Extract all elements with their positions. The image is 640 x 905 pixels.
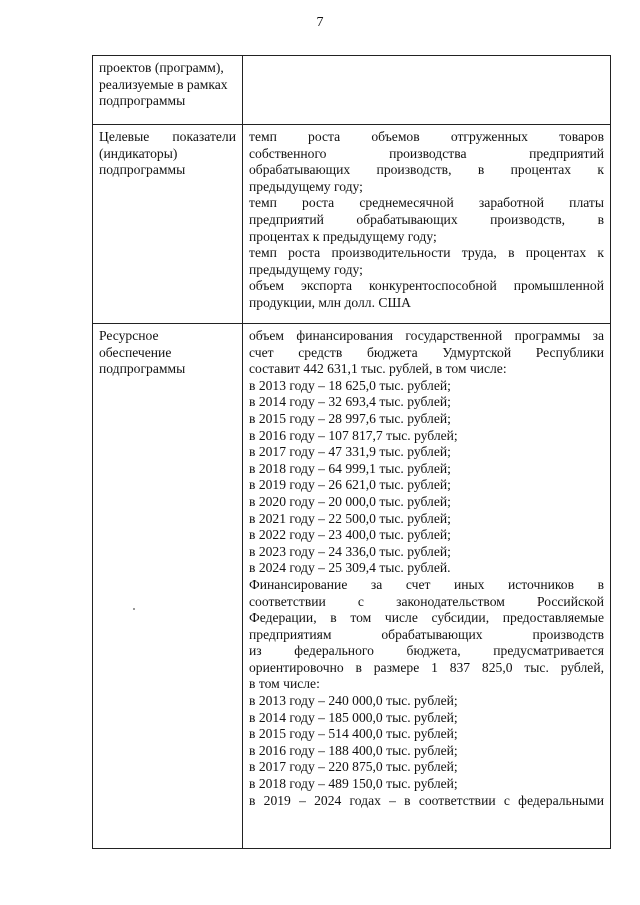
table-row [93,125,611,324]
funding-year-line: в 2017 году – 47 331,9 тыс. рублей; [249,444,451,460]
label-line: обеспечение [99,344,172,360]
scan-speck [133,608,135,610]
funding-year-line: в 2013 году – 240 000,0 тыс. рублей; [249,693,458,709]
content-line: Финансирование за счет иных источников в [249,576,604,592]
label-line: (индикаторы) [99,145,178,161]
content-line: объем финансирования государственной программы за [249,328,604,343]
content-line: обрабатывающих производств, в процентах к [249,162,604,178]
funding-year-line: в 2021 году – 22 500,0 тыс. рублей; [249,510,451,526]
label-line: проектов (программ), [99,60,224,75]
funding-year-line: в 2023 году – 24 336,0 тыс. рублей; [249,543,451,559]
funding-year-line: в 2018 году – 64 999,1 тыс. рублей; [249,460,451,476]
funding-year-line: в 2015 году – 514 400,0 тыс. рублей; [249,726,458,742]
content-line: темп роста среднемесячной заработной платы [249,195,604,211]
funding-year-line: в 2013 году – 18 625,0 тыс. рублей; [249,377,451,393]
funding-year-line: в 2022 году – 23 400,0 тыс. рублей; [249,527,451,543]
table-row [93,324,611,849]
row-label-cell [93,56,243,125]
funding-year-line: в 2020 году – 20 000,0 тыс. рублей; [249,493,451,509]
funding-year-line: в 2019 году – 26 621,0 тыс. рублей; [249,477,451,493]
passport-table [92,55,611,849]
content-line: в том числе: [249,676,320,692]
row-label-cell [93,324,243,849]
row-label-cell [93,125,243,324]
label-line: Ресурсное [99,328,159,343]
funding-year-line: в 2015 году – 28 997,6 тыс. рублей; [249,410,451,426]
content-line: Федерации, в том числе субсидии, предоставляемые [249,610,604,626]
row-content-cell [243,125,611,324]
content-line: предприятий обрабатывающих производств, в [249,211,604,227]
content-line: объем экспорта конкурентоспособной промышленной [249,278,604,294]
funding-year-line: в 2017 году – 220 875,0 тыс. рублей; [249,759,458,775]
funding-year-line: в 2014 году – 185 000,0 тыс. рублей; [249,709,458,725]
row-content-cell [243,324,611,849]
content-line: темп роста объемов отгруженных товаров [249,129,604,144]
content-line: предыдущему году; [249,261,363,277]
funding-year-line: в 2024 году – 25 309,4 тыс. рублей. [249,560,451,576]
label-line: подпрограммы [99,162,186,178]
row-content-cell [243,56,611,125]
label-line: Целевые показатели [99,129,236,144]
content-line: процентах к предыдущему году; [249,228,437,244]
table-row [93,56,611,125]
content-line: составит 442 631,1 тыс. рублей, в том числе: [249,361,507,377]
content-line: продукции, млн долл. США [249,294,411,310]
content-line: соответствии с законодательством Российской [249,593,604,609]
content-line: темп роста производительности труда, в процентах к [249,245,604,261]
content-line: собственного производства предприятий [249,145,604,161]
content-line: из федерального бюджета, предусматривается [249,643,604,659]
content-line: предыдущему году; [249,178,363,194]
label-line: подпрограммы [99,93,186,109]
funding-year-line: в 2016 году – 188 400,0 тыс. рублей; [249,742,458,758]
page-number: 7 [316,15,324,30]
label-line: подпрограммы [99,361,186,377]
content-line: в 2019 – 2024 годах – в соответствии с федеральными [249,792,604,808]
content-line: счет средств бюджета Удмуртской Республики [249,344,604,360]
funding-year-line: в 2016 году – 107 817,7 тыс. рублей; [249,427,458,443]
funding-year-line: в 2018 году – 489 150,0 тыс. рублей; [249,776,458,792]
content-line: предприятиям обрабатывающих производств [249,626,604,642]
label-line: реализуемые в рамках [99,76,228,92]
funding-year-line: в 2014 году – 32 693,4 тыс. рублей; [249,394,451,410]
content-line: ориентировочно в размере 1 837 825,0 тыс. рублей, [249,659,604,675]
